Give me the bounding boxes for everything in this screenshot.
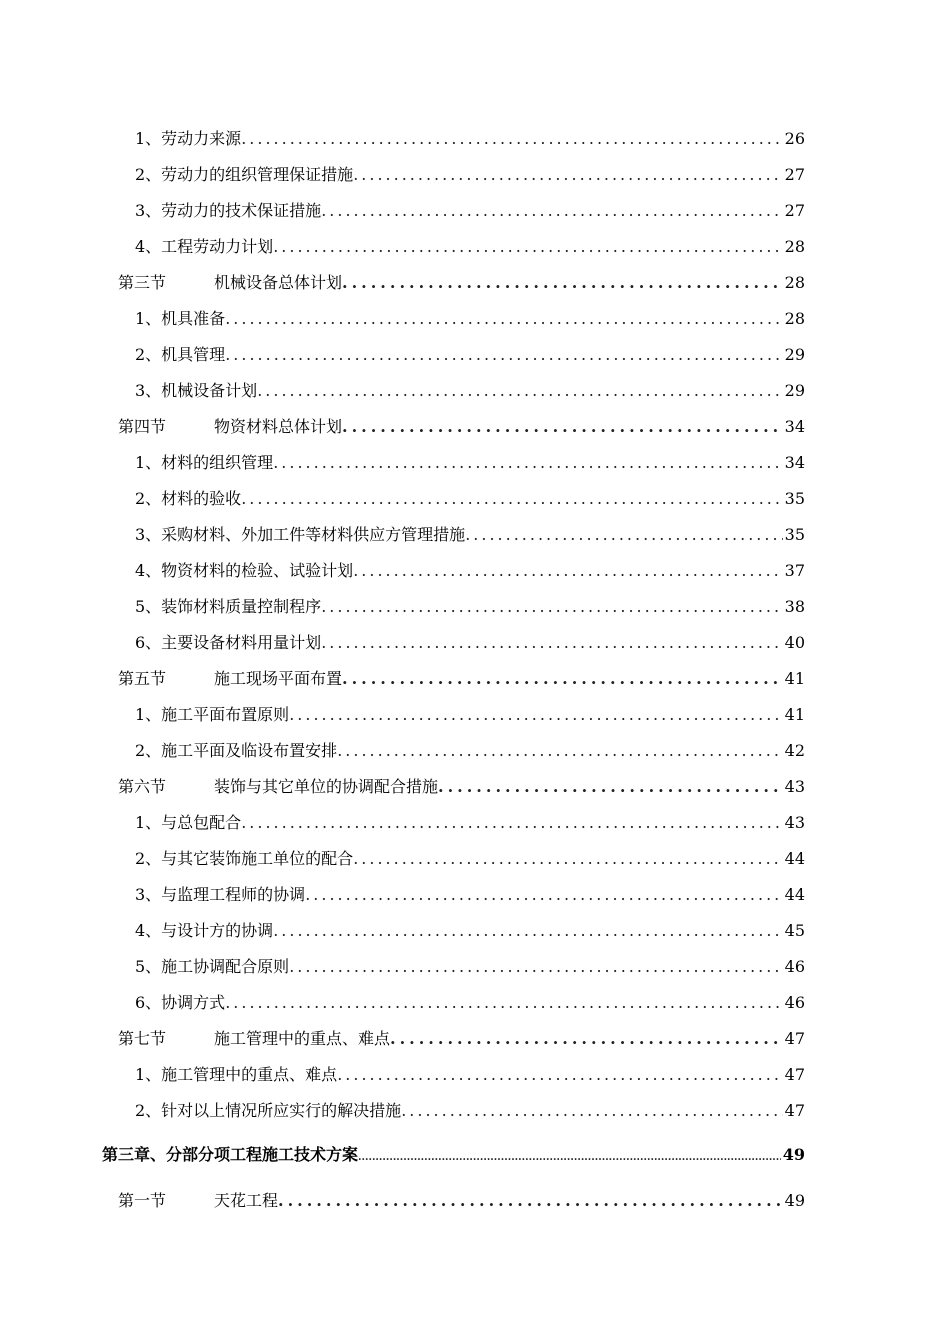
toc-dot-leader xyxy=(353,841,782,877)
toc-entry-label: 2、劳动力的组织管理保证措施 xyxy=(135,165,354,184)
toc-page-number: 27 xyxy=(784,165,805,184)
toc-dot-leader xyxy=(337,1057,782,1093)
toc-dot-leader xyxy=(289,949,782,985)
toc-dot-leader xyxy=(390,1021,783,1057)
toc-page-number: 41 xyxy=(784,705,805,724)
toc-entry-label: 1、施工平面布置原则 xyxy=(135,705,290,724)
toc-section-title: 施工管理中的重点、难点 xyxy=(214,1029,391,1048)
toc-dot-leader xyxy=(278,1183,783,1219)
toc-section-row[interactable] xyxy=(0,1021,950,1057)
toc-entry-label: 4、工程劳动力计划 xyxy=(135,237,274,256)
toc-section-row[interactable] xyxy=(0,265,950,301)
toc-item-row[interactable] xyxy=(0,193,950,229)
toc-page-number: 47 xyxy=(784,1029,805,1048)
toc-dot-leader xyxy=(342,409,783,445)
toc-page-number: 42 xyxy=(784,741,805,760)
toc-item-row[interactable] xyxy=(0,1057,950,1093)
toc-item-row[interactable] xyxy=(0,805,950,841)
toc-dot-leader xyxy=(438,769,783,805)
toc-item-row[interactable] xyxy=(0,985,950,1021)
toc-item-row[interactable] xyxy=(0,877,950,913)
toc-page-number: 40 xyxy=(784,633,805,652)
toc-entry-label: 3、采购材料、外加工件等材料供应方管理措施 xyxy=(135,525,466,544)
toc-dot-leader xyxy=(401,1093,782,1129)
toc-dot-leader xyxy=(321,193,782,229)
toc-page-number: 44 xyxy=(784,849,805,868)
toc-entry-label: 2、材料的验收 xyxy=(135,489,242,508)
toc-section-row[interactable] xyxy=(0,661,950,697)
toc-section-number: 第五节 xyxy=(118,669,167,688)
toc-section-title: 装饰与其它单位的协调配合措施 xyxy=(214,777,439,796)
toc-dot-leader xyxy=(241,121,782,157)
toc-entry-label: 1、劳动力来源 xyxy=(135,129,242,148)
toc-page-number: 47 xyxy=(784,1101,805,1120)
toc-dot-leader xyxy=(225,985,782,1021)
toc-entry-label: 6、主要设备材料用量计划 xyxy=(135,633,322,652)
toc-section-number: 第六节 xyxy=(118,777,167,796)
toc-section-row[interactable] xyxy=(0,1183,950,1219)
toc-section-heading xyxy=(118,1183,278,1219)
toc-dot-leader xyxy=(321,625,782,661)
toc-page-number: 34 xyxy=(784,417,805,436)
toc-entry-label: 2、与其它装饰施工单位的配合 xyxy=(135,849,354,868)
toc-section-number: 第四节 xyxy=(118,417,167,436)
toc-item-row[interactable] xyxy=(0,841,950,877)
toc-page-number: 43 xyxy=(784,813,805,832)
toc-entry-label: 1、材料的组织管理 xyxy=(135,453,274,472)
toc-item-row[interactable] xyxy=(0,913,950,949)
toc-page-number: 46 xyxy=(784,957,805,976)
toc-dot-leader xyxy=(321,589,782,625)
toc-page-number: 38 xyxy=(784,597,805,616)
toc-section-row[interactable] xyxy=(0,409,950,445)
toc-page-number: 43 xyxy=(784,777,805,796)
toc-section-title: 天花工程 xyxy=(214,1191,279,1210)
toc-section-row[interactable] xyxy=(0,769,950,805)
toc-entry-label: 第三章、分部分项工程施工技术方案 xyxy=(102,1145,359,1164)
toc-section-heading xyxy=(118,769,438,805)
toc-item-row[interactable] xyxy=(0,157,950,193)
toc-item-row[interactable] xyxy=(0,229,950,265)
toc-page-number: 35 xyxy=(784,525,805,544)
toc-page-number: 28 xyxy=(784,237,805,256)
toc-dot-leader xyxy=(273,913,782,949)
toc-page-number: 41 xyxy=(784,669,805,688)
toc-entry-label: 4、与设计方的协调 xyxy=(135,921,274,940)
toc-page-number: 28 xyxy=(784,273,805,292)
toc-dot-leader xyxy=(241,481,782,517)
toc-dot-leader xyxy=(342,661,783,697)
toc-entry-label: 5、施工协调配合原则 xyxy=(135,957,290,976)
toc-page-number: 27 xyxy=(784,201,805,220)
toc-dot-leader xyxy=(358,1140,781,1176)
toc-page-number: 45 xyxy=(784,921,805,940)
toc-section-title: 施工现场平面布置 xyxy=(214,669,343,688)
toc-dot-leader xyxy=(225,301,782,337)
toc-section-number: 第一节 xyxy=(118,1191,167,1210)
toc-item-row[interactable] xyxy=(0,625,950,661)
toc-section-number: 第七节 xyxy=(118,1029,167,1048)
toc-dot-leader xyxy=(225,337,782,373)
toc-entry-label: 1、与总包配合 xyxy=(135,813,242,832)
toc-section-title: 机械设备总体计划 xyxy=(214,273,343,292)
toc-chapter-row[interactable] xyxy=(0,1137,950,1173)
toc-entry-label: 3、机械设备计划 xyxy=(135,381,258,400)
toc-entry-label: 1、机具准备 xyxy=(135,309,226,328)
toc-item-row[interactable] xyxy=(0,733,950,769)
toc-dot-leader xyxy=(257,373,782,409)
toc-entry-label: 2、施工平面及临设布置安排 xyxy=(135,741,338,760)
toc-page-number: 34 xyxy=(784,453,805,472)
toc-dot-leader xyxy=(353,553,782,589)
toc-section-heading xyxy=(118,661,342,697)
toc-page-number: 46 xyxy=(784,993,805,1012)
toc-dot-leader xyxy=(337,733,782,769)
toc-entry-label: 5、装饰材料质量控制程序 xyxy=(135,597,322,616)
toc-dot-leader xyxy=(465,517,782,553)
toc-page-number: 44 xyxy=(784,885,805,904)
toc-entry-label: 2、针对以上情况所应实行的解决措施 xyxy=(135,1101,402,1120)
toc-dot-leader xyxy=(289,697,782,733)
toc-entry-label: 3、与监理工程师的协调 xyxy=(135,885,306,904)
toc-page-number: 49 xyxy=(782,1145,805,1164)
toc-section-number: 第三节 xyxy=(118,273,167,292)
toc-item-row[interactable] xyxy=(0,373,950,409)
toc-entry-label: 3、劳动力的技术保证措施 xyxy=(135,201,322,220)
toc-page-number: 29 xyxy=(784,381,805,400)
toc-section-heading xyxy=(118,265,342,301)
toc-item-row[interactable] xyxy=(0,949,950,985)
toc-item-row[interactable] xyxy=(0,697,950,733)
toc-page-number: 29 xyxy=(784,345,805,364)
toc-page-number: 47 xyxy=(784,1065,805,1084)
toc-dot-leader xyxy=(273,229,782,265)
toc-entry-label: 2、机具管理 xyxy=(135,345,226,364)
toc-page-number: 28 xyxy=(784,309,805,328)
toc-item-row[interactable] xyxy=(0,337,950,373)
toc-entry-label: 4、物资材料的检验、试验计划 xyxy=(135,561,354,580)
toc-dot-leader xyxy=(342,265,783,301)
toc-dot-leader xyxy=(273,445,782,481)
toc-section-heading xyxy=(118,1021,390,1057)
toc-entry-label: 6、协调方式 xyxy=(135,993,226,1012)
toc-item-row[interactable] xyxy=(0,553,950,589)
toc-page-number: 37 xyxy=(784,561,805,580)
toc-item-row[interactable] xyxy=(0,445,950,481)
toc-item-row[interactable] xyxy=(0,481,950,517)
toc-item-row[interactable] xyxy=(0,517,950,553)
toc-dot-leader xyxy=(241,805,782,841)
toc-page-number: 35 xyxy=(784,489,805,508)
toc-entry-label: 1、施工管理中的重点、难点 xyxy=(135,1065,338,1084)
toc-item-row[interactable] xyxy=(0,1093,950,1129)
table-of-contents xyxy=(0,121,950,1219)
toc-item-row[interactable] xyxy=(0,301,950,337)
toc-page-number: 26 xyxy=(784,129,805,148)
toc-dot-leader xyxy=(353,157,782,193)
toc-item-row[interactable] xyxy=(0,589,950,625)
toc-section-heading xyxy=(118,409,342,445)
toc-item-row[interactable] xyxy=(0,121,950,157)
toc-page-number: 49 xyxy=(784,1191,805,1210)
toc-dot-leader xyxy=(305,877,782,913)
toc-section-title: 物资材料总体计划 xyxy=(214,417,343,436)
